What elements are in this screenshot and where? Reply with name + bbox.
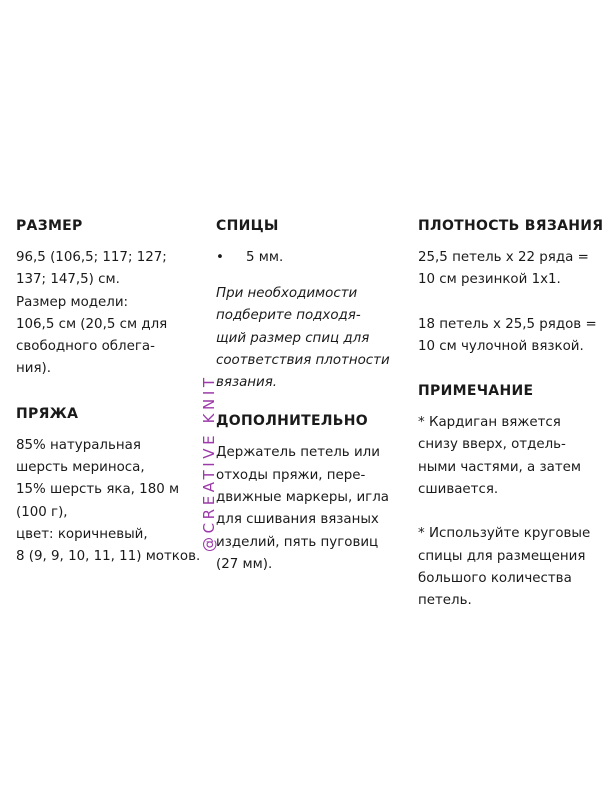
gauge-text-rib xyxy=(418,247,606,292)
note-line: * Кардиган вяжется xyxy=(418,415,561,431)
extra-heading: ДОПОЛНИТЕЛЬНО xyxy=(216,413,368,430)
note-heading: ПРИМЕЧАНИЕ xyxy=(418,383,534,400)
extra-text xyxy=(216,442,406,576)
bullet-icon: • xyxy=(216,250,224,265)
note-line: снизу вверх, отдель- xyxy=(418,437,566,453)
size-line: ния). xyxy=(16,361,51,377)
yarn-line: шерсть мериноса, xyxy=(16,460,145,476)
note-line: * Используйте круговые xyxy=(418,526,591,542)
extra-line: отходы пряжи, пере- xyxy=(216,467,366,483)
note-text-2 xyxy=(418,523,606,612)
extra-line: (27 мм). xyxy=(216,556,273,572)
size-line: 106,5 см (20,5 см для xyxy=(16,316,168,332)
gauge-text-stockinette xyxy=(418,314,606,359)
yarn-line: 8 (9, 9, 10, 11, 11) мотков. xyxy=(16,549,201,565)
size-line: 137; 147,5) см. xyxy=(16,272,120,288)
note-line: сшивается. xyxy=(418,482,499,498)
gauge-line: 10 см резинкой 1x1. xyxy=(418,272,561,288)
note-line: большого количества xyxy=(418,570,572,586)
yarn-text xyxy=(16,435,201,569)
yarn-line: 85% натуральная xyxy=(16,437,141,453)
needles-size: 5 мм. xyxy=(246,250,284,265)
needles-note-line: При необходимости xyxy=(216,286,358,301)
gauge-line: 25,5 петель x 22 ряда = xyxy=(418,250,589,265)
gauge-line: 10 см чулочной вязкой. xyxy=(418,338,584,354)
size-text xyxy=(16,247,201,381)
extra-line: изделий, пять пуговиц xyxy=(216,534,379,550)
needles-heading: СПИЦЫ xyxy=(216,218,279,234)
needles-note-line: соответствия плотности xyxy=(216,352,390,368)
note-line: ными частями, а затем xyxy=(418,459,581,475)
column-size-yarn xyxy=(16,215,201,569)
yarn-line: 15% шерсть яка, 180 м xyxy=(16,482,180,498)
needles-note-line: подберите подходя- xyxy=(216,308,361,324)
yarn-line: (100 г), xyxy=(16,504,68,520)
needles-note-line: вязания. xyxy=(216,375,278,391)
extra-line: Держатель петель или xyxy=(216,445,380,461)
note-text-1 xyxy=(418,412,606,501)
gauge-line: 18 петель x 25,5 рядов = xyxy=(418,316,597,332)
column-needles-extra xyxy=(216,215,406,576)
watermark: @CREATIVE KNIT xyxy=(200,374,218,552)
yarn-line: цвет: коричневый, xyxy=(16,526,148,542)
note-line: спицы для размещения xyxy=(418,548,586,564)
needles-note xyxy=(216,283,406,394)
needles-size-item xyxy=(216,247,406,269)
size-line: 96,5 (106,5; 117; 127; xyxy=(16,250,167,265)
size-line: свободного облега- xyxy=(16,339,155,355)
needles-note-line: щий размер спиц для xyxy=(216,330,370,346)
size-line: Размер модели: xyxy=(16,294,129,310)
note-line: петель. xyxy=(418,593,472,609)
yarn-heading: ПРЯЖА xyxy=(16,405,79,422)
size-heading: РАЗМЕР xyxy=(16,218,83,234)
extra-line: движные маркеры, игла xyxy=(216,490,389,506)
extra-line: для сшивания вязаных xyxy=(216,512,379,528)
gauge-heading: ПЛОТНОСТЬ ВЯЗАНИЯ xyxy=(418,218,604,234)
column-gauge-note xyxy=(418,215,606,613)
